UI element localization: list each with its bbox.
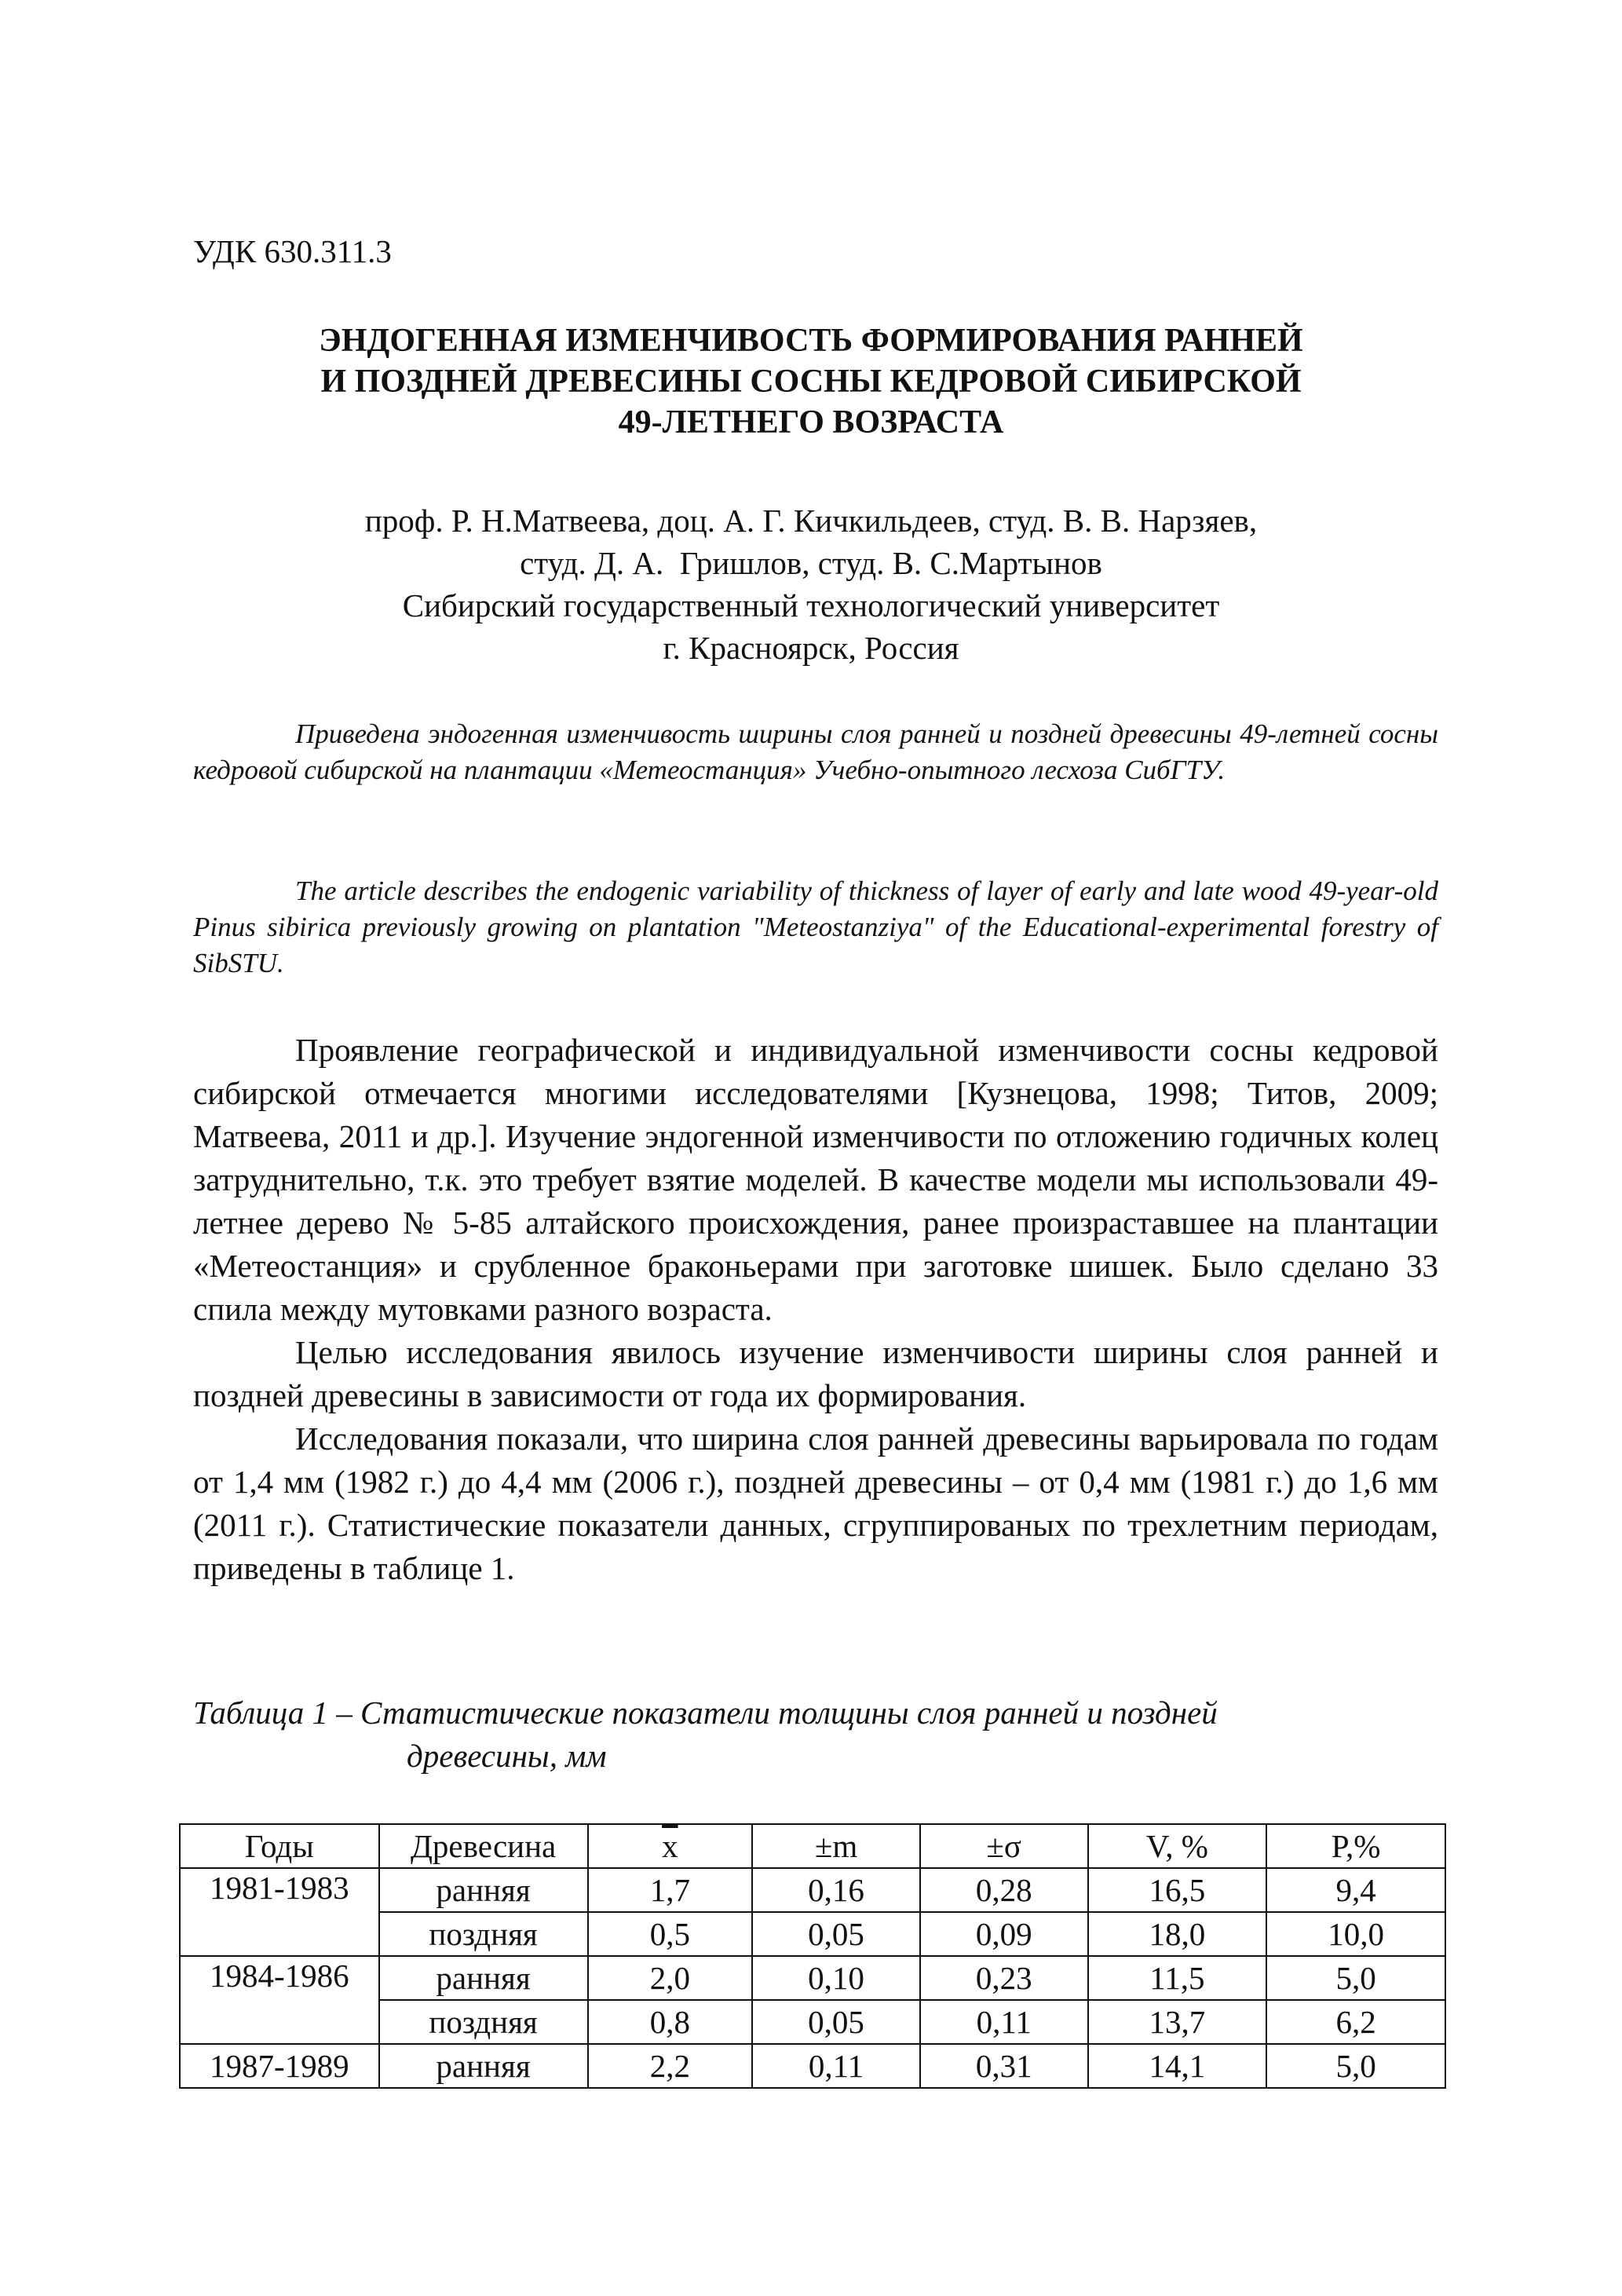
body-paragraph-1: Проявление географической и индивидуальной изменчивости сосны кедровой сибирской отмечается многими исследователями [Кузнецова, 1998; Титов, 2009; Матвеева, 2011 и др.]. Изучение эндогенной изменчивости по отложению годичных колец затруднительно, т.к. это требует взятие моделей. В качестве модели мы использовали 49-летнее дерево № 5-85 алтайского происхождения, ранее произраставшее на плантации «Метеостанция» и срубленное браконьерами при заготовке шишек. Было сделано 33 спила между мутовками разного возраста.: [193, 1032, 1438, 1327]
cell-precision: 5,0: [1266, 1956, 1445, 2000]
table-row: [180, 2044, 1445, 2088]
body-paragraph-3: Исследования показали, что ширина слоя ранней древесины варьировала по годам от 1,4 мм (1982 г.) до 4,4 мм (2006 г.), поздней древесины – от 0,4 мм (1981 г.) до 1,6 мм (2011 г.). Статистические показатели данных, сгруппированых по трехлетним периодам, приведены в таблице 1.: [193, 1420, 1438, 1586]
cell-years: 1987-1989: [180, 2044, 379, 2088]
title-line-2: И ПОЗДНЕЙ ДРЕВЕСИНЫ СОСНЫ КЕДРОВОЙ СИБИРСКОЙ: [320, 364, 1302, 400]
cell-error: 0,05: [752, 1912, 920, 1956]
cell-precision: 9,4: [1266, 1868, 1445, 1912]
table-caption: [193, 1691, 1449, 1778]
cell-years: 1984-1986: [180, 1956, 379, 2044]
header-precision: P,%: [1266, 1824, 1445, 1868]
cell-mean: 2,0: [588, 1956, 753, 2000]
abstract-english: The article describes the endogenic variability of thickness of layer of early and late wood 49-year-old Pinus sibirica previously growing on plantation "Meteostanziya" of the Educational-experimental forestry of SibSTU.: [193, 876, 1438, 978]
author-block: [157, 499, 1465, 669]
cell-precision: 5,0: [1266, 2044, 1445, 2088]
header-variation: V, %: [1088, 1824, 1267, 1868]
cell-error: 0,05: [752, 2000, 920, 2044]
header-error: ±m: [752, 1824, 920, 1868]
abstract-russian: Приведена эндогенная изменчивость ширины слоя ранней и поздней древесины 49-летней сосны кедровой сибирской на плантации «Метеостанция» Учебно-опытного лесхоза СибГТУ.: [193, 718, 1438, 785]
cell-variation: 18,0: [1088, 1912, 1267, 1956]
cell-mean: 0,5: [588, 1912, 753, 1956]
authors-line-2: студ. Д. А. Гришлов, студ. В. С.Мартынов: [520, 545, 1102, 581]
cell-wood: поздняя: [379, 1912, 588, 1956]
header-std: ±σ: [920, 1824, 1088, 1868]
cell-std: 0,23: [920, 1956, 1088, 2000]
cell-std: 0,09: [920, 1912, 1088, 1956]
table-caption-line-1: Таблица 1 – Статистические показатели толщины слоя ранней и поздней: [193, 1695, 1218, 1731]
cell-mean: 2,2: [588, 2044, 753, 2088]
cell-mean: 1,7: [588, 1868, 753, 1912]
cell-variation: 14,1: [1088, 2044, 1267, 2088]
header-wood: Древесина: [379, 1824, 588, 1868]
cell-error: 0,11: [752, 2044, 920, 2088]
cell-wood: ранняя: [379, 1868, 588, 1912]
body-text: [193, 1029, 1438, 1590]
title-line-1: ЭНДОГЕННАЯ ИЗМЕНЧИВОСТЬ ФОРМИРОВАНИЯ РАННЕЙ: [319, 323, 1303, 359]
cell-years: 1981-1983: [180, 1868, 379, 1956]
cell-std: 0,31: [920, 2044, 1088, 2088]
cell-precision: 10,0: [1266, 1912, 1445, 1956]
affiliation: Сибирский государственный технологический университет: [402, 587, 1220, 623]
cell-wood: ранняя: [379, 1956, 588, 2000]
title-line-3: 49-ЛЕТНЕГО ВОЗРАСТА: [618, 404, 1004, 441]
cell-mean: 0,8: [588, 2000, 753, 2044]
cell-wood: ранняя: [379, 2044, 588, 2088]
cell-std: 0,28: [920, 1868, 1088, 1912]
cell-variation: 16,5: [1088, 1868, 1267, 1912]
body-paragraph-2: Целью исследования явилось изучение изменчивости ширины слоя ранней и поздней древесины в зависимости от года их формирования.: [193, 1334, 1438, 1413]
table-row: [180, 1868, 1445, 1912]
cell-wood: поздняя: [379, 2000, 588, 2044]
table-caption-line-2: древесины, мм: [407, 1738, 607, 1774]
header-years: Годы: [180, 1824, 379, 1868]
table-header-row: [180, 1824, 1445, 1868]
table-row: [180, 1956, 1445, 2000]
udk-code: УДК 630.311.3: [193, 233, 392, 269]
cell-error: 0,10: [752, 1956, 920, 2000]
cell-variation: 11,5: [1088, 1956, 1267, 2000]
location: г. Красноярск, Россия: [663, 630, 959, 666]
header-mean: $\overline{x}$: [588, 1824, 753, 1868]
authors-line-1: проф. Р. Н.Матвеева, доц. А. Г. Кичкильдеев, студ. В. В. Нарзяев,: [364, 503, 1258, 539]
paper-title: [157, 320, 1465, 443]
cell-precision: 6,2: [1266, 2000, 1445, 2044]
cell-std: 0,11: [920, 2000, 1088, 2044]
cell-error: 0,16: [752, 1868, 920, 1912]
statistics-table: [179, 1823, 1446, 2089]
cell-variation: 13,7: [1088, 2000, 1267, 2044]
